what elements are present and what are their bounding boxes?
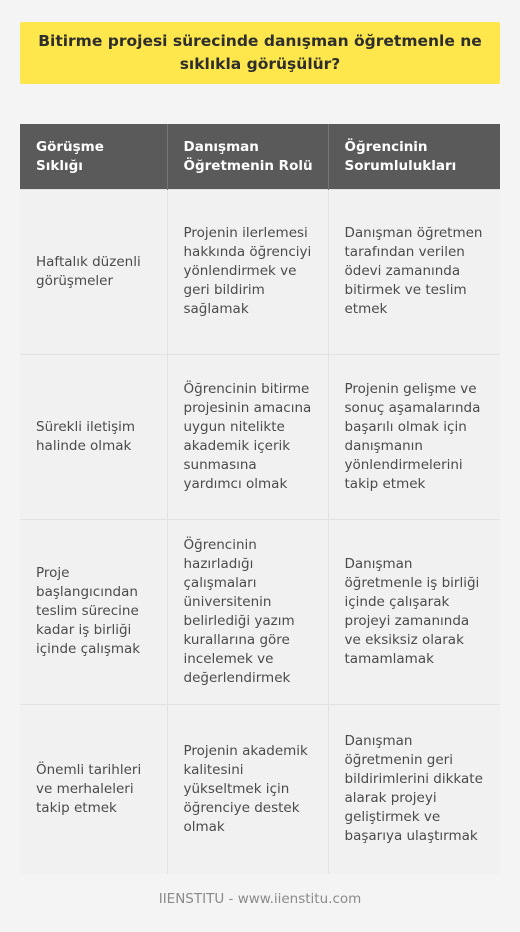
table-row	[20, 189, 500, 354]
table-row	[20, 519, 500, 704]
footer-credit: IIENSTITU - www.iienstitu.com	[158, 891, 362, 907]
table-cell: Sürekli iletişim halinde olmak	[20, 354, 167, 519]
info-table	[20, 124, 500, 874]
table-cell: Öğrencinin bitirme projesinin amacına uygun nitelikte akademik içerik sunmasına yardımcı olmak	[167, 354, 328, 519]
column-header-student-responsibilities: Öğrencinin Sorumlulukları	[328, 124, 500, 189]
table-row	[20, 354, 500, 519]
table-cell: Projenin gelişme ve sonuç aşamalarında başarılı olmak için danışmanın yönlendirmelerini takip etmek	[328, 354, 500, 519]
table-cell: Önemli tarihleri ve merhaleleri takip etmek	[20, 704, 167, 874]
table-cell: Danışman öğretmen tarafından verilen ödevi zamanında bitirmek ve teslim etmek	[328, 189, 500, 354]
table-cell: Danışman öğretmenle iş birliği içinde çalışarak projeyi zamanında ve eksiksiz olarak tamamlamak	[328, 519, 500, 704]
table-header-row	[20, 124, 500, 189]
table-cell: Öğrencinin hazırladığı çalışmaları üniversitenin belirlediği yazım kurallarına göre incelemek ve değerlendirmek	[167, 519, 328, 704]
table-cell: Danışman öğretmenin geri bildirimlerini dikkate alarak projeyi geliştirmek ve başarıya ulaştırmak	[328, 704, 500, 874]
table-cell: Haftalık düzenli görüşmeler	[20, 189, 167, 354]
table-cell: Proje başlangıcından teslim sürecine kadar iş birliği içinde çalışmak	[20, 519, 167, 704]
column-header-frequency: Görüşme Sıklığı	[20, 124, 167, 189]
table-cell: Projenin akademik kalitesini yükseltmek için öğrenciye destek olmak	[167, 704, 328, 874]
table-cell: Projenin ilerlemesi hakkında öğrenciyi yönlendirmek ve geri bildirim sağlamak	[167, 189, 328, 354]
column-header-advisor-role: Danışman Öğretmenin Rolü	[167, 124, 328, 189]
page-title: Bitirme projesi sürecinde danışman öğretmenle ne sıklıkla görüşülür?	[20, 22, 500, 84]
table-row	[20, 704, 500, 874]
